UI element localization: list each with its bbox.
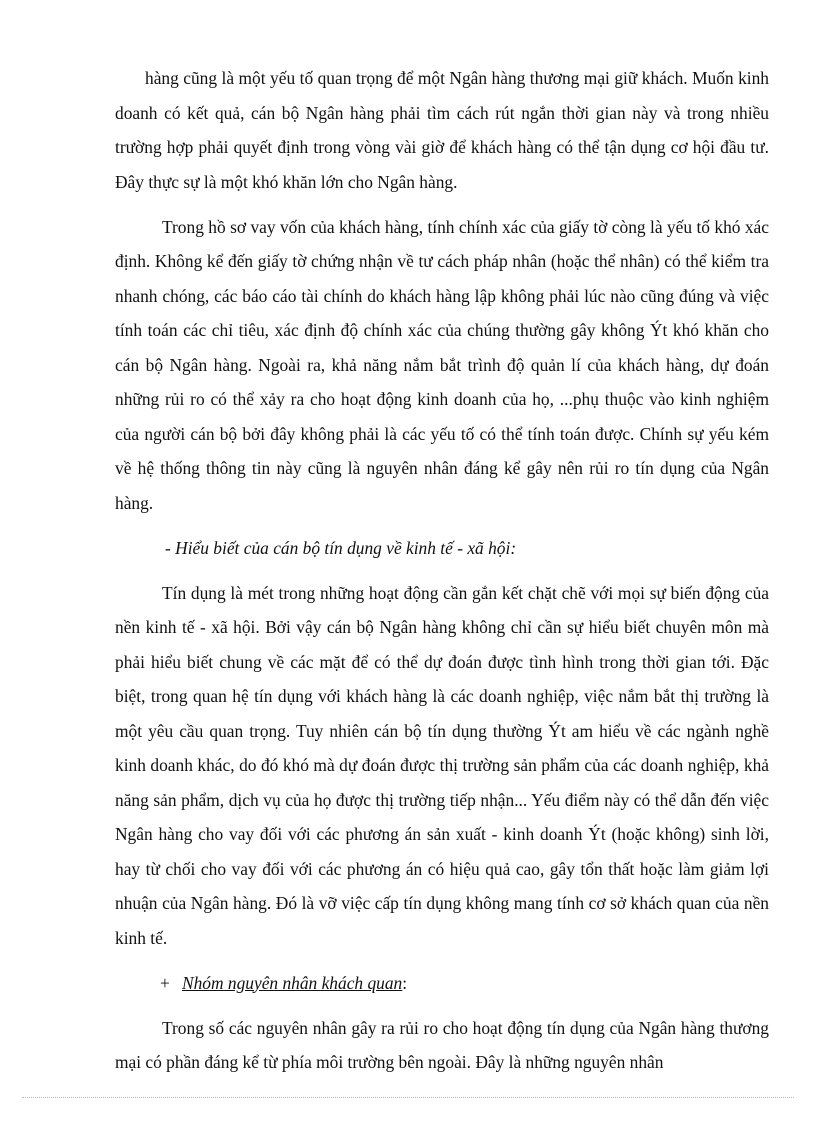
group-heading-bullet: +: [160, 972, 170, 993]
group-heading-title: Nhóm nguyên nhân khách quan: [182, 972, 403, 993]
group-heading-suffix: :: [402, 972, 408, 993]
subheading-knowledge: [115, 531, 769, 566]
group-heading-objective: [115, 966, 769, 1001]
paragraph-2: Trong hồ sơ vay vốn của khách hàng, tính chính xác của giấy tờ còng là yếu tố khó xác định. Không kể đến giấy tờ chứng nhận về tư cách pháp nhân (hoặc thể nhân) có thể kiểm tra nhanh chóng, các báo cáo tài chính do khách hàng lập không phải lúc nào cũng đúng và việc tính toán các chỉ tiêu, xác định độ chính xác của chúng thường gây không Ýt khó khăn cho cán bộ Ngân hàng. Ngoài ra, khả năng nắm bắt trình độ quản lí của khách hàng, dự đoán những rủi ro có thể xảy ra cho hoạt động kinh doanh của họ, ...phụ thuộc vào kinh nghiệm của người cán bộ bởi đây không phải là các yếu tố có thể tính toán được. Chính sự yếu kém về hệ thống thông tin này cũng là nguyên nhân đáng kể gây nên rủi ro tín dụng của Ngân hàng.: [115, 216, 769, 513]
paragraph-1: hàng cũng là một yếu tố quan trọng để một Ngân hàng thương mại giữ khách. Muốn kinh doanh có kết quả, cán bộ Ngân hàng phải tìm cách rút ngắn thời gian này và trong nhiều trường hợp phải quyết định trong vòng vài giờ để khách hàng có thể tận dụng cơ hội đầu tư. Đây thực sự là một khó khăn lớn cho Ngân hàng.: [115, 68, 769, 192]
document-body: [115, 61, 769, 1090]
subheading-bullet: -: [165, 537, 171, 558]
paragraph-3: Tín dụng là mét trong những hoạt động cần gắn kết chặt chẽ với mọi sự biến động của nền kinh tế - xã hội. Bởi vậy cán bộ Ngân hàng không chỉ cần sự hiểu biết chuyên môn mà phải hiểu biết chung về các mặt để có thể dự đoán được tình hình trong thời gian tới. Đặc biệt, trong quan hệ tín dụng với khách hàng là các doanh nghiệp, việc nắm bắt thị trường là một yêu cầu quan trọng. Tuy nhiên cán bộ tín dụng thường Ýt am hiểu về các ngành nghề kinh doanh khác, do đó khó mà dự đoán được thị trường sản phẩm của các doanh nghiệp, khả năng sản phẩm, dịch vụ của họ được thị trường tiếp nhận... Yếu điểm này có thể dẫn đến việc Ngân hàng cho vay đối với các phương án sản xuất - kinh doanh Ýt (hoặc không) sinh lời, hay từ chối cho vay đối với các phương án có hiệu quả cao, gây tổn thất hoặc làm giảm lợi nhuận của Ngân hàng. Đó là vỡ việc cấp tín dụng không mang tính cơ sở khách quan của nền kinh tế.: [115, 582, 769, 948]
paragraph-4: Trong số các nguyên nhân gây ra rủi ro cho hoạt động tín dụng của Ngân hàng thương mại có phần đáng kể từ phía môi trường bên ngoài. Đây là những nguyên nhân: [115, 1017, 769, 1072]
page-bottom-divider: [22, 1097, 794, 1098]
subheading-text: Hiểu biết của cán bộ tín dụng về kinh tế - xã hội:: [175, 537, 517, 558]
